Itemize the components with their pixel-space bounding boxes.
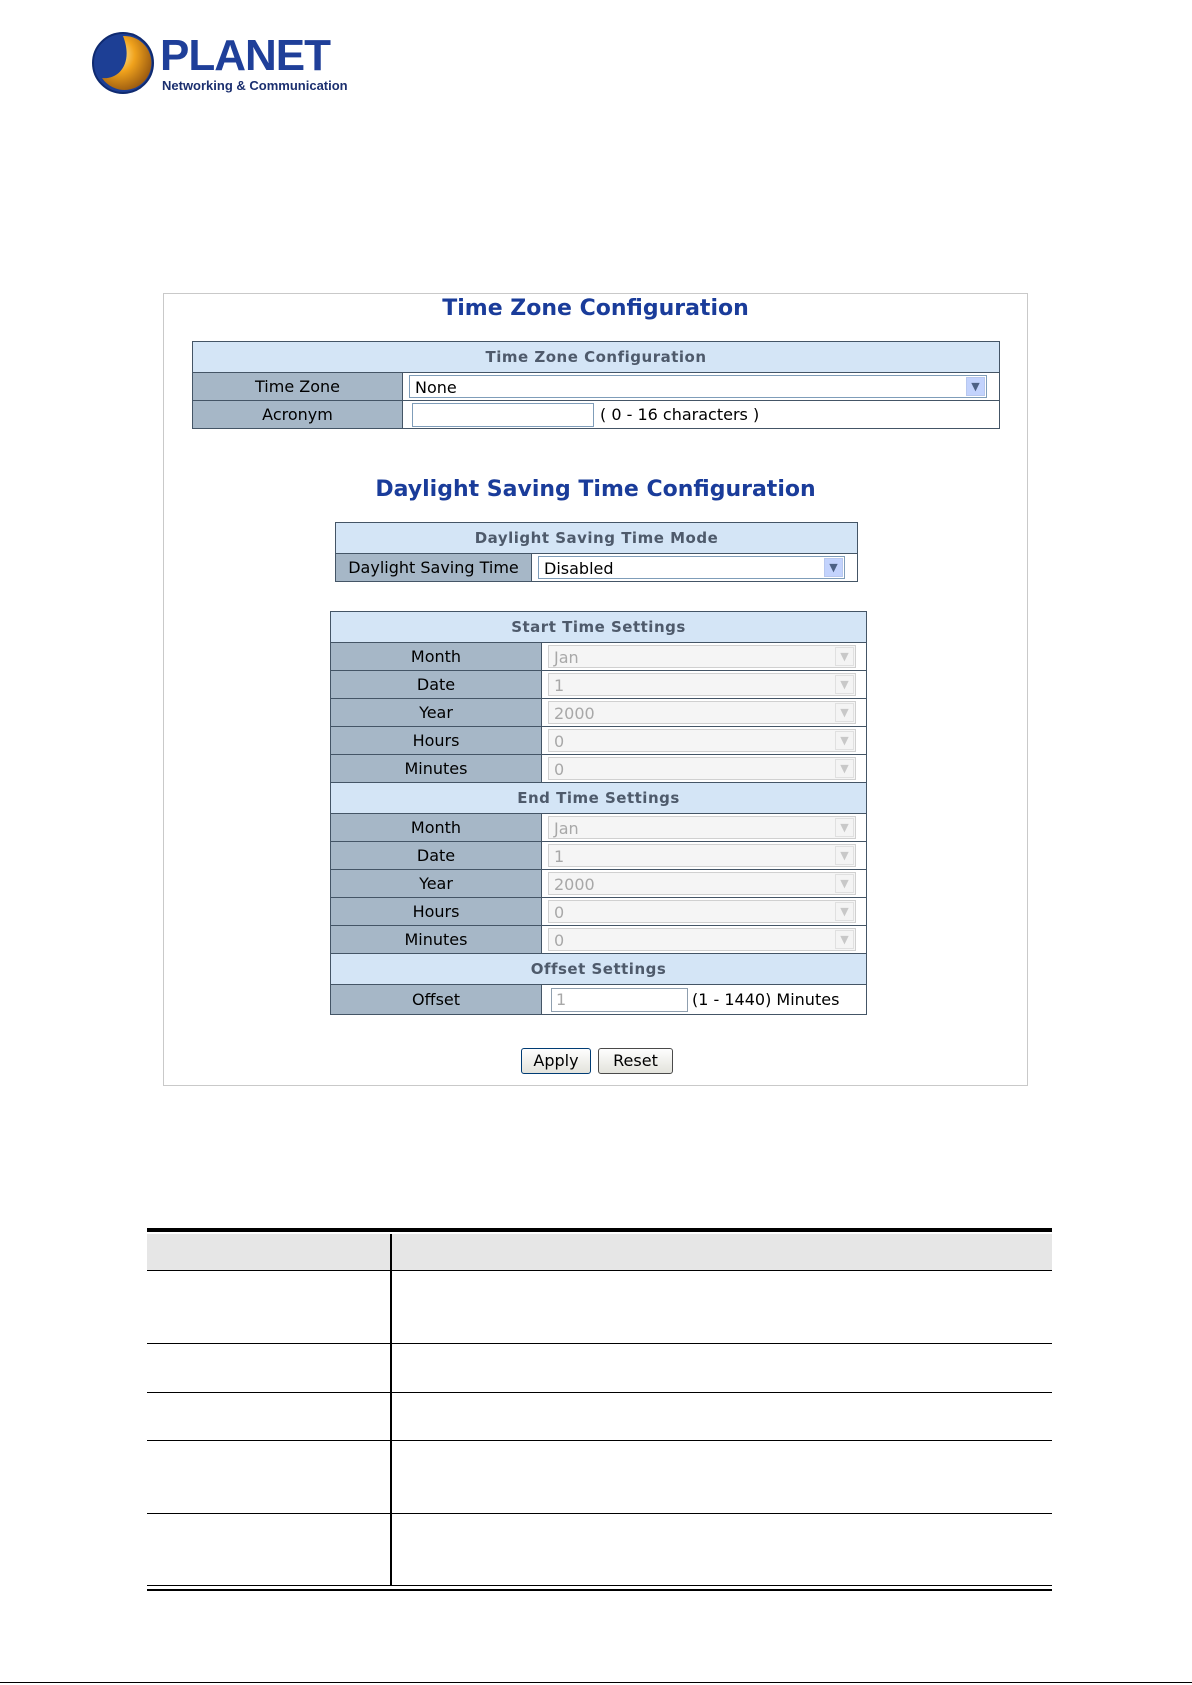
start-date-label: Date xyxy=(331,671,542,699)
planet-globe-icon xyxy=(90,30,156,96)
end-year-label: Year xyxy=(331,870,542,898)
config-panel xyxy=(163,293,1028,1086)
dst-mode-header: Daylight Saving Time Mode xyxy=(336,523,858,554)
offset-label: Offset xyxy=(331,985,542,1015)
acronym-label: Acronym xyxy=(193,401,403,429)
table-bottom-rule xyxy=(147,1585,1052,1586)
start-month-value: Jan xyxy=(554,648,579,667)
start-month-select xyxy=(548,645,856,668)
logo-tagline: Networking & Communication xyxy=(162,78,348,93)
start-date-select xyxy=(548,673,856,696)
start-date-value: 1 xyxy=(554,676,565,695)
offset-header: Offset Settings xyxy=(331,954,867,985)
row-divider xyxy=(147,1513,1052,1514)
end-minutes-label: Minutes xyxy=(331,926,542,954)
row-divider xyxy=(147,1343,1052,1344)
end-minutes-select xyxy=(548,928,856,951)
acronym-cell xyxy=(403,401,1000,429)
chevron-down-icon: ▼ xyxy=(835,874,854,893)
offset-input: 1 xyxy=(551,988,688,1012)
start-hours-value: 0 xyxy=(554,732,565,751)
chevron-down-icon[interactable]: ▼ xyxy=(966,377,985,396)
time-zone-value: None xyxy=(415,378,457,397)
row-divider xyxy=(147,1392,1052,1393)
footer-rule xyxy=(0,1682,1192,1683)
row-divider xyxy=(147,1440,1052,1441)
time-settings-table xyxy=(330,611,867,1015)
chevron-down-icon: ▼ xyxy=(835,675,854,694)
table-top-rule xyxy=(147,1228,1052,1232)
table-header-row xyxy=(147,1234,1052,1270)
acronym-input[interactable] xyxy=(412,403,594,427)
dst-title: Daylight Saving Time Configuration xyxy=(375,477,816,502)
start-year-value: 2000 xyxy=(554,704,595,723)
dst-cell xyxy=(532,554,858,582)
end-minutes-value: 0 xyxy=(554,931,565,950)
chevron-down-icon[interactable]: ▼ xyxy=(824,558,843,577)
start-minutes-value: 0 xyxy=(554,760,565,779)
chevron-down-icon: ▼ xyxy=(835,818,854,837)
start-year-label: Year xyxy=(331,699,542,727)
start-minutes-select xyxy=(548,757,856,780)
end-hours-value: 0 xyxy=(554,903,565,922)
time-zone-label: Time Zone xyxy=(193,373,403,401)
chevron-down-icon: ▼ xyxy=(835,703,854,722)
row-divider xyxy=(147,1270,1052,1271)
dst-label: Daylight Saving Time xyxy=(336,554,532,582)
apply-button[interactable]: Apply xyxy=(521,1048,591,1074)
planet-logo xyxy=(90,28,348,98)
chevron-down-icon: ▼ xyxy=(835,759,854,778)
chevron-down-icon: ▼ xyxy=(835,846,854,865)
end-year-value: 2000 xyxy=(554,875,595,894)
chevron-down-icon: ▼ xyxy=(835,902,854,921)
logo-text: PLANET xyxy=(160,31,330,80)
start-hours-select xyxy=(548,729,856,752)
reset-button[interactable]: Reset xyxy=(598,1048,673,1074)
dst-mode-table xyxy=(335,522,858,582)
time-zone-table xyxy=(192,341,1000,429)
end-month-value: Jan xyxy=(554,819,579,838)
start-time-header: Start Time Settings xyxy=(331,612,867,643)
end-date-label: Date xyxy=(331,842,542,870)
end-hours-select xyxy=(548,900,856,923)
acronym-hint: ( 0 - 16 characters ) xyxy=(600,405,760,424)
table-bottom-rule xyxy=(147,1589,1052,1591)
chevron-down-icon: ▼ xyxy=(835,731,854,750)
end-time-header: End Time Settings xyxy=(331,783,867,814)
end-month-label: Month xyxy=(331,814,542,842)
time-zone-cell xyxy=(403,373,1000,401)
offset-hint: (1 - 1440) Minutes xyxy=(692,990,840,1009)
offset-cell xyxy=(542,985,867,1015)
column-divider xyxy=(390,1234,392,1586)
end-hours-label: Hours xyxy=(331,898,542,926)
start-hours-label: Hours xyxy=(331,727,542,755)
dst-value: Disabled xyxy=(544,559,614,578)
dst-select[interactable] xyxy=(538,556,845,579)
time-zone-title: Time Zone Configuration xyxy=(442,296,749,321)
end-year-select xyxy=(548,872,856,895)
chevron-down-icon: ▼ xyxy=(835,930,854,949)
end-date-value: 1 xyxy=(554,847,565,866)
chevron-down-icon: ▼ xyxy=(835,647,854,666)
end-date-select xyxy=(548,844,856,867)
start-minutes-label: Minutes xyxy=(331,755,542,783)
start-month-label: Month xyxy=(331,643,542,671)
start-year-select xyxy=(548,701,856,724)
time-zone-select[interactable] xyxy=(409,375,987,398)
end-month-select xyxy=(548,816,856,839)
time-zone-table-header: Time Zone Configuration xyxy=(193,342,1000,373)
